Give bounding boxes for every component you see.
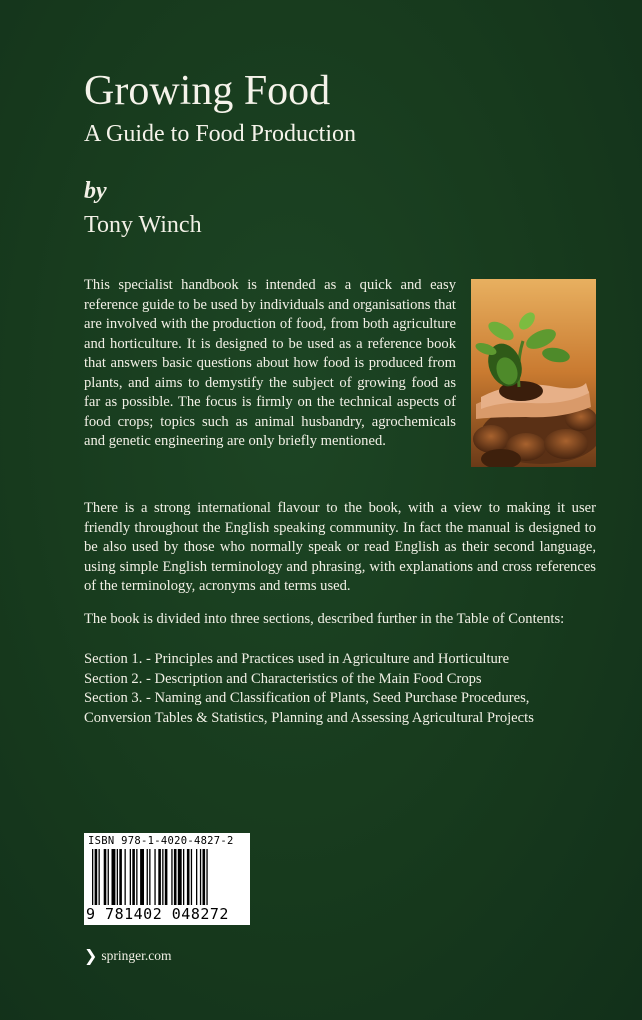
blurb-paragraph-3: The book is divided into three sections, described further in the Table of Contents:	[84, 611, 565, 627]
section-line: Section 1. - Principles and Practices used in Agriculture and Horticulture	[84, 651, 510, 667]
author-name: Tony Winch	[84, 212, 202, 238]
seedling-in-hands-photo	[471, 279, 596, 467]
publisher-url: springer.com	[101, 947, 172, 963]
section-line: Conversion Tables & Statistics, Planning and Assessing Agricultural Projects	[84, 709, 534, 726]
book-title: Growing Food	[84, 68, 331, 114]
sections-list	[84, 650, 604, 728]
blurb-paragraph-2: There is a strong international flavour to the book, with a view to making it user friendly throughout the English speaking community. In fact the manual is designed to be also used by those who normally speak or read English as their second language, using simple English terminology and phrasing, with explanations and cross references of the terminology, acronyms and terms used.	[84, 500, 596, 594]
section-line: Section 3. - Naming and Classification of Plants, Seed Purchase Procedures,	[84, 690, 530, 706]
barcode-bars	[92, 849, 244, 907]
by-label: by	[84, 178, 107, 204]
isbn-label: ISBN 978-1-4020-4827-2	[88, 835, 234, 847]
publisher-link[interactable]	[84, 946, 172, 965]
section-line: Section 2. - Description and Characteristics of the Main Food Crops	[84, 670, 482, 687]
blurb-paragraph-1: This specialist handbook is intended as a quick and easy reference guide to be used by individuals and organisations that are involved with the production of food, from both agriculture and horticulture. It is designed to be used as a reference book that answers basic questions about how food is produced from plants, and aims to demystify the subject of growing food as far as possible. The focus is firmly on the technical aspects of food crops; topics such as animal husbandry, agrochemicals and genetic engineering are only briefly mentioned.	[84, 277, 456, 449]
book-subtitle: A Guide to Food Production	[84, 121, 357, 147]
isbn-digits: 9 781402 048272	[86, 905, 229, 923]
chevron-right-icon: ❯	[84, 946, 98, 965]
isbn-barcode	[84, 833, 250, 925]
